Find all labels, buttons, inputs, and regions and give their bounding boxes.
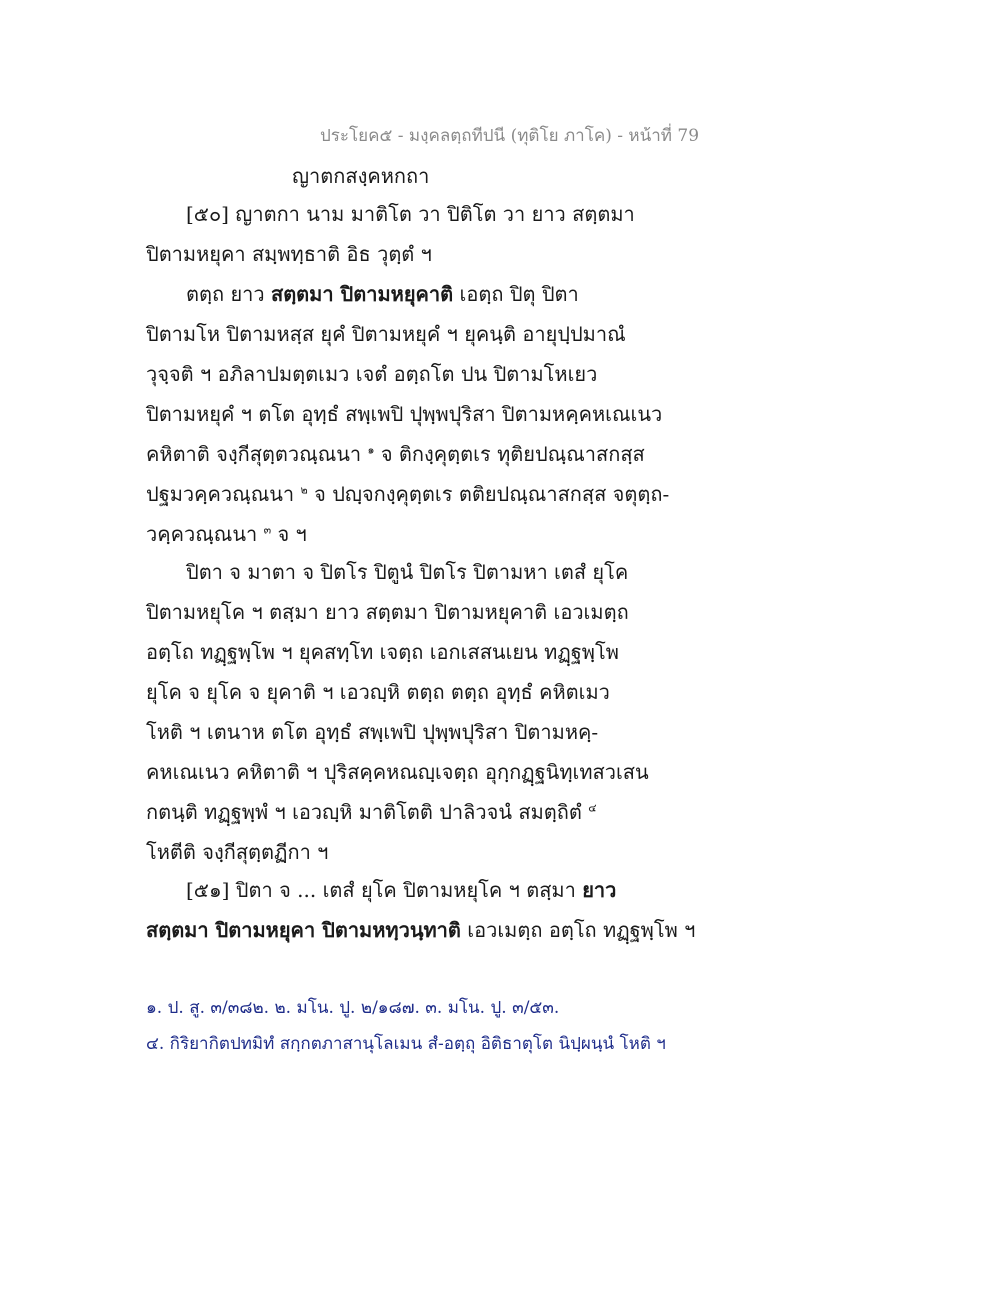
text-line: ปิตามโห ปิตามหสฺส ยุคํ ปิตามหยุคํ ฯ ยุคนฺติ อายุปฺปมาณํ	[146, 322, 626, 346]
footnote-marker: ๑	[367, 443, 375, 457]
bold-term: สตฺตมา ปิตามหยุคา ปิตามหทฺวนฺทาติ	[146, 918, 461, 942]
text-span: กตนฺติ ทฏฺฐพฺพํ ฯ เอวญฺหิ มาติโตติ ปาลิวจนํ สมตฺถิตํ	[146, 800, 582, 824]
text-span: ปฐมวคฺควณฺณนา	[146, 482, 295, 506]
text-span: วคฺควณฺณนา	[146, 522, 258, 546]
footnote-marker: ๓	[263, 523, 272, 537]
text-span: เอวเมตฺถ อตฺโถ ทฏฺฐพฺโพ ฯ	[467, 918, 696, 942]
bold-term: ยาว	[582, 878, 617, 902]
text-line	[146, 792, 706, 832]
text-line: คหเณเนว คหิตาติ ฯ ปุริสคฺคหณญฺเจตฺถ อุกฺกฏฺฐนิทฺเทสวเสน	[146, 760, 649, 784]
text-line: ยุโค จ ยุโค จ ยุคาติ ฯ เอวญฺหิ ตตฺถ ตตฺถ อุทฺธํ คหิตเมว	[146, 680, 610, 704]
footnote-line: ๔. กิริยากิตปทมิทํ สกฺกตภาสานุโลเมน สํ-อตฺถุ อิติธาตุโต นิปฺผนฺนํ โหติ ฯ	[146, 1034, 666, 1054]
footnote-line: ๑. ป. สู. ๓/๓๘๒. ๒. มโน. ปู. ๒/๑๘๗. ๓. มโน. ปู. ๓/๕๓.	[146, 998, 560, 1018]
text-line	[146, 474, 706, 514]
running-header: ประโยค๕ - มงฺคลตฺถทีปนี (ทุติโย ภาโค) - หน้าที่ 79	[320, 126, 700, 146]
text-line: ปิตามหยุคํ ฯ ตโต อุทฺธํ สพฺเพปิ ปุพฺพปุริสา ปิตามหคฺคหเณเนว	[146, 402, 663, 426]
text-line: โหตีติ จงฺกีสุตฺตฏีกา ฯ	[146, 840, 329, 864]
text-span: ตตฺถ ยาว	[186, 282, 265, 306]
text-line: ปิตามหยุโค ฯ ตสฺมา ยาว สตฺตมา ปิตามหยุคาติ เอวเมตฺถ	[146, 600, 629, 624]
footnotes	[146, 990, 846, 1062]
text-line: ปิตามหยุคา สมฺพทฺธาติ อิธ วุตฺตํ ฯ	[146, 242, 432, 266]
bold-term: สตฺตมา ปิตามหยุคาติ	[270, 282, 454, 306]
section-title: ญาตกสงฺคหกถา	[292, 164, 430, 188]
text-line: ปิตา จ มาตา จ ปิตโร ปิตูนํ ปิตโร ปิตามหา เตสํ ยุโค	[186, 560, 629, 584]
text-line	[146, 514, 706, 554]
text-line: วุจฺจติ ฯ อภิลาปมตฺตเมว เจตํ อตฺถโต ปน ปิตามโหเยว	[146, 362, 598, 386]
paragraph-commentary	[146, 274, 706, 554]
footnote-marker: ๒	[300, 483, 308, 497]
text-line: [๕๐] ญาตกา นาม มาติโต วา ปิติโต วา ยาว สตฺตมา	[186, 202, 635, 226]
text-span: จ ติกงฺคุตฺตเร ทุติยปณฺณาสกสฺส	[380, 442, 645, 466]
text-line	[146, 910, 706, 950]
paragraph-pitamaha	[146, 552, 706, 872]
text-span: จ ฯ	[277, 522, 307, 546]
text-span: [๕๑] ปิตา จ ... เตสํ ยุโค ปิตามหยุโค ฯ ตสฺมา	[186, 878, 576, 902]
text-line: โหติ ฯ เตนาห ตโต อุทฺธํ สพฺเพปิ ปุพฺพปุริสา ปิตามหคฺ-	[146, 720, 599, 744]
text-line	[146, 274, 706, 314]
paragraph-50	[146, 194, 706, 274]
text-line: อตฺโถ ทฏฺฐพฺโพ ฯ ยุคสทฺโท เจตฺถ เอกเสสนเยน ทฏฺฐพฺโพ	[146, 640, 619, 664]
footnote-marker: ๔	[588, 801, 597, 815]
text-span: เอตฺถ ปิตุ ปิตา	[459, 282, 579, 306]
text-span: จ ปญฺจกงฺคุตฺตเร ตติยปณฺณาสกสฺส จตุตฺถ-	[314, 482, 670, 506]
text-line	[146, 870, 706, 910]
paragraph-51	[146, 870, 706, 950]
text-line	[146, 434, 706, 474]
text-span: คหิตาติ จงฺกีสุตฺตวณฺณนา	[146, 442, 362, 466]
